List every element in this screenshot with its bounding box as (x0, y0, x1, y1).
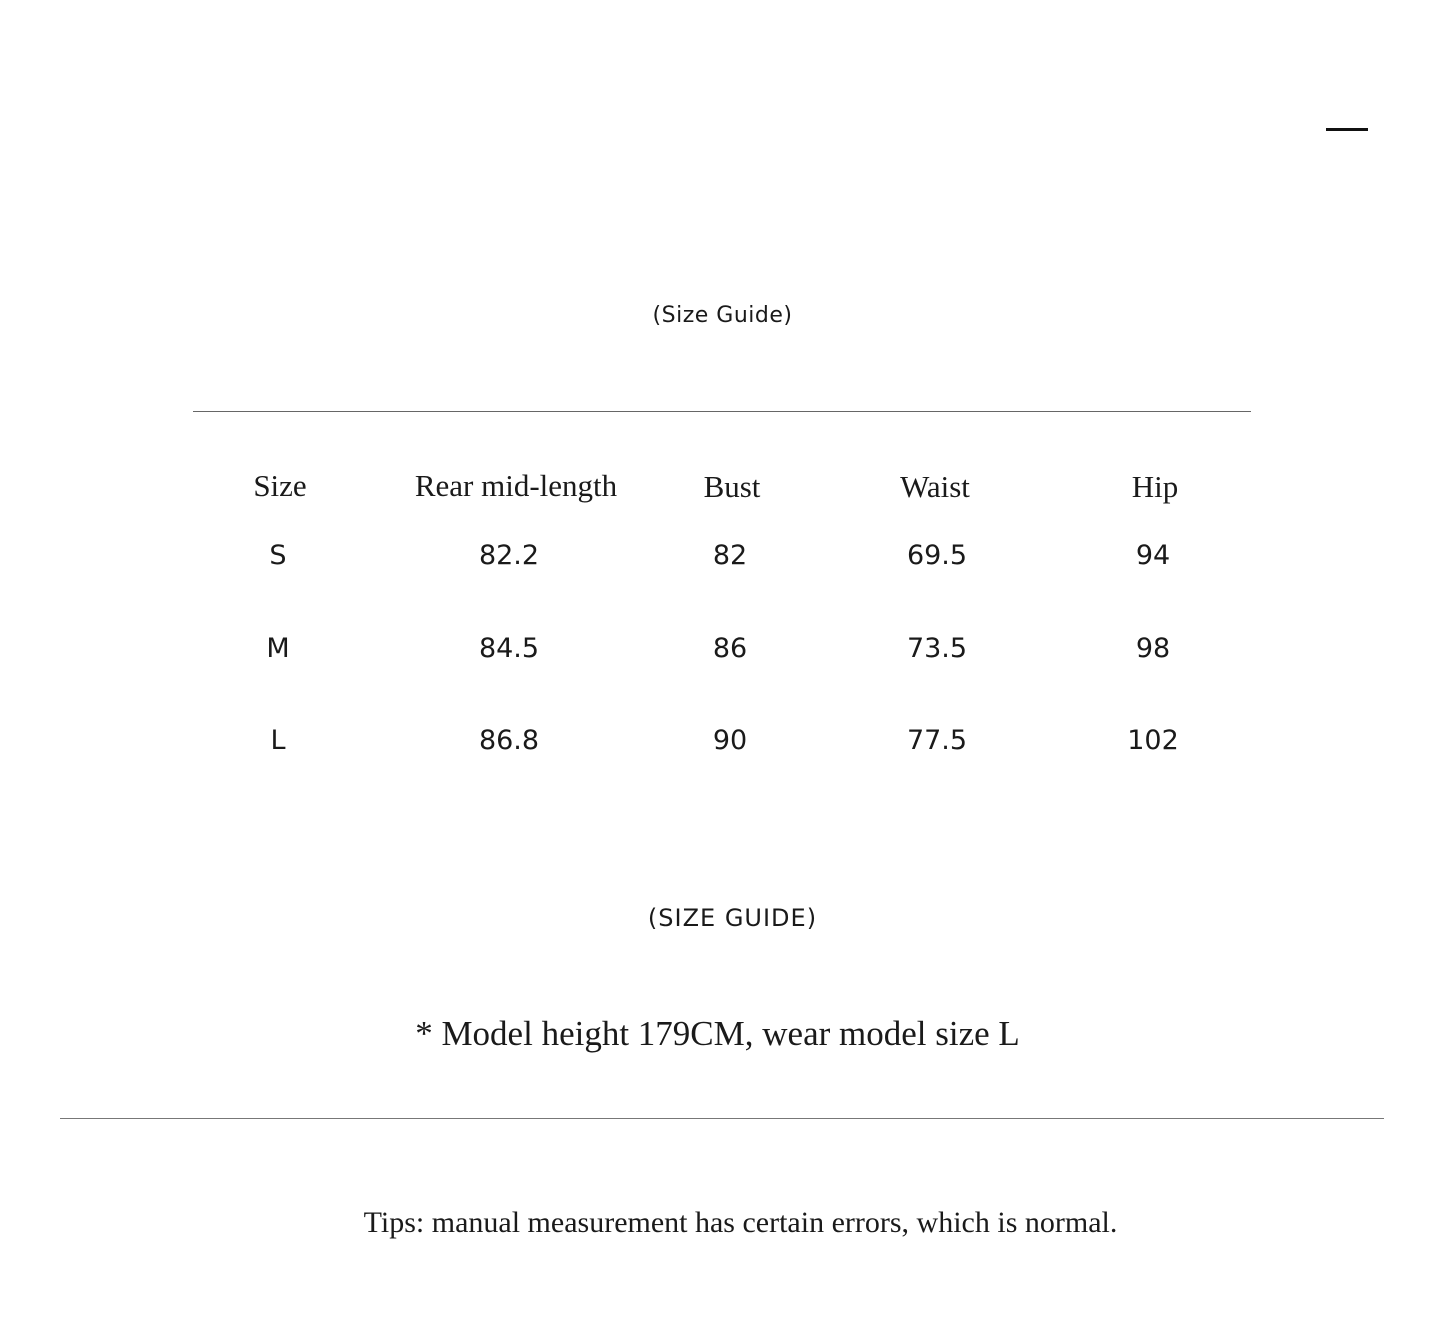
top-divider (193, 411, 1251, 412)
row-s-bust: 82 (712, 540, 748, 571)
row-l-waist: 77.5 (906, 725, 968, 756)
header-hip: Hip (1131, 469, 1179, 504)
model-note: * Model height 179CM, wear model size L (415, 1014, 1020, 1053)
row-m-hip: 98 (1135, 633, 1171, 664)
size-guide-subtitle: (Size Guide) (652, 303, 793, 328)
header-waist: Waist (900, 469, 970, 504)
minus-icon (1326, 128, 1368, 131)
row-s-rear-mid-length: 82.2 (478, 540, 540, 571)
row-m-bust: 86 (712, 633, 748, 664)
row-s-waist: 69.5 (906, 540, 968, 571)
row-m-size: M (266, 633, 290, 664)
row-l-rear-mid-length: 86.8 (478, 725, 540, 756)
header-rear-mid-length: Rear mid-length (414, 468, 618, 503)
header-bust: Bust (703, 469, 761, 504)
row-l-size: L (270, 725, 286, 756)
row-m-waist: 73.5 (906, 633, 968, 664)
size-guide-caption: (SIZE GUIDE) (647, 904, 818, 932)
header-size: Size (253, 468, 307, 503)
row-s-size: S (269, 540, 287, 571)
row-l-bust: 90 (712, 725, 748, 756)
row-l-hip: 102 (1127, 725, 1179, 756)
row-s-hip: 94 (1135, 540, 1171, 571)
row-m-rear-mid-length: 84.5 (478, 633, 540, 664)
bottom-divider (60, 1118, 1384, 1119)
tips-note: Tips: manual measurement has certain errors, which is normal. (363, 1206, 1118, 1239)
